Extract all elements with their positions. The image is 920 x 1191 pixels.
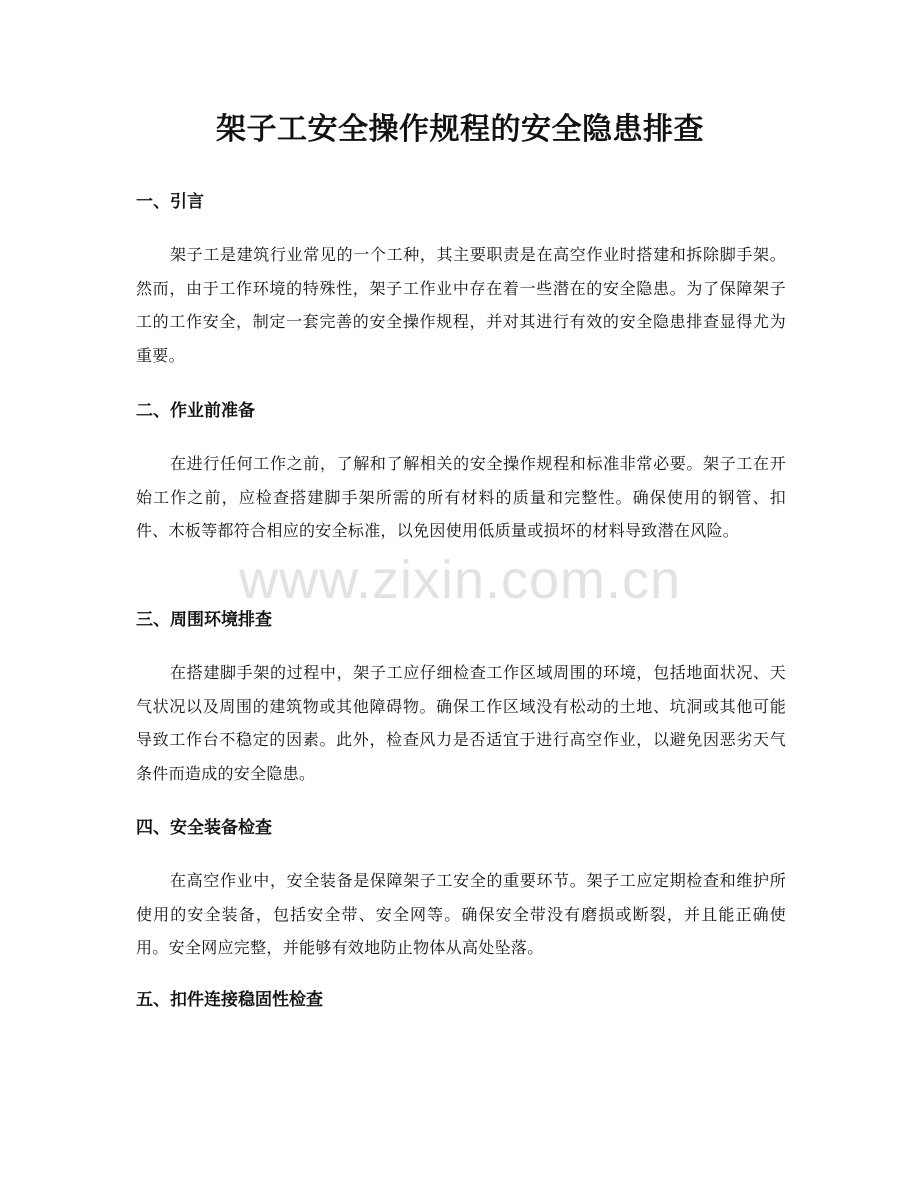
- section-paragraph: 架子工是建筑行业常见的一个工种，其主要职责是在高空作业时搭建和拆除脚手架。然而，由于工作环境的特殊性，架子工作业中存在着一些潜在的安全隐患。为了保障架子工的工作安全，制定一套完善的安全操作规程，并对其进行有效的安全隐患排查显得尤为重要。: [136, 245, 786, 366]
- section-paragraph: 在进行任何工作之前，了解和了解相关的安全操作规程和标准非常必要。架子工在开始工作之前，应检查搭建脚手架所需的所有材料的质量和完整性。确保使用的钢管、扣件、木板等都符合相应的安全标准，以免因使用低质量或损坏的材料导致潜在风险。: [136, 454, 786, 541]
- section-fastener-check: [136, 988, 786, 1012]
- section-equipment-check: [136, 816, 786, 965]
- section-heading: 五、扣件连接稳固性检查: [136, 990, 323, 1010]
- section-heading: 二、作业前准备: [136, 401, 255, 421]
- section-preparation: [136, 399, 786, 548]
- section-heading: 四、安全装备检查: [136, 818, 272, 838]
- section-paragraph: 在高空作业中，安全装备是保障架子工安全的重要环节。架子工应定期检查和维护所使用的安全装备，包括安全带、安全网等。确保安全带没有磨损或断裂，并且能正确使用。安全网应完整，并能够有效地防止物体从高处坠落。: [136, 871, 786, 958]
- document-title: 架子工安全操作规程的安全隐患排查: [216, 112, 704, 147]
- section-heading: 一、引言: [136, 192, 204, 212]
- section-environment-check: [136, 608, 786, 791]
- section-introduction: [136, 190, 786, 373]
- section-heading: 三、周围环境排查: [136, 610, 272, 630]
- watermark: www.zixin.com.cn: [238, 550, 682, 610]
- section-paragraph: 在搭建脚手架的过程中，架子工应仔细检查工作区域周围的环境，包括地面状况、天气状况以及周围的建筑物或其他障碍物。确保工作区域没有松动的土地、坑洞或其他可能导致工作台不稳定的因素。此外，检查风力是否适宜于进行高空作业，以避免因恶劣天气条件而造成的安全隐患。: [136, 663, 786, 784]
